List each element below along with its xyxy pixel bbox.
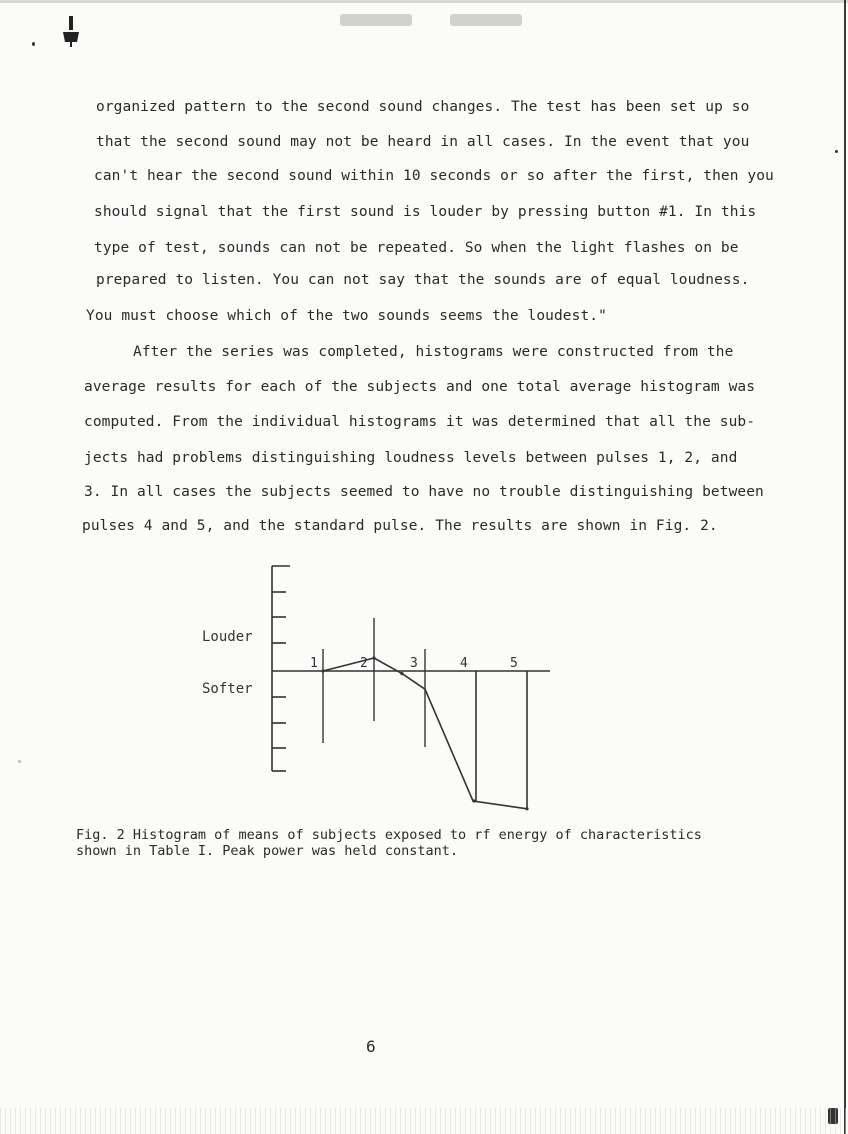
binding-mark [60, 16, 84, 48]
point-pulse-4 [473, 800, 475, 802]
pulse-label-4: 4 [460, 656, 468, 671]
pulse-label-1: 1 [310, 656, 318, 671]
body-line-10: computed. From the individual histograms it was determined that all the sub- [84, 414, 756, 430]
body-line-11: jects had problems distinguishing loudness levels between pulses 1, 2, and [84, 450, 738, 466]
caption-line-2: shown in Table I. Peak power was held constant. [76, 843, 459, 859]
body-line-13: pulses 4 and 5, and the standard pulse. The results are shown in Fig. 2. [82, 518, 718, 534]
page-right-edge [844, 0, 846, 1134]
body-line-7: You must choose which of the two sounds seems the loudest." [86, 308, 607, 324]
body-line-12: 3. In all cases the subjects seemed to have no trouble distinguishing between [84, 484, 764, 500]
header-stamp-smudge-2 [450, 14, 522, 26]
caption-line-1: Fig. 2 Histogram of means of subjects exposed to rf energy of characteristics [76, 827, 702, 843]
page-number: 6 [366, 1037, 376, 1056]
speck [835, 150, 838, 153]
label-louder: Louder [202, 629, 253, 645]
point-pulse-2 [373, 657, 375, 659]
page-top-edge [0, 0, 848, 3]
point-pulse-3 [401, 673, 403, 675]
pulse-label-3: 3 [410, 656, 418, 671]
speck [32, 42, 35, 46]
pulse-label-5: 5 [510, 656, 518, 671]
body-line-1: organized pattern to the second sound changes. The test has been set up so [96, 99, 750, 115]
body-line-5: type of test, sounds can not be repeated. So when the light flashes on be [94, 240, 739, 256]
body-line-8: After the series was completed, histograms were constructed from the [133, 344, 734, 360]
figure-2-histogram [190, 555, 570, 820]
label-softer: Softer [202, 681, 253, 697]
body-line-4: should signal that the first sound is louder by pressing button #1. In this [94, 204, 757, 220]
body-line-2: that the second sound may not be heard in all cases. In the event that you [96, 134, 750, 150]
speck [18, 760, 21, 763]
figure-caption [76, 827, 702, 859]
body-line-6: prepared to listen. You can not say that the sounds are of equal loudness. [96, 272, 750, 288]
header-stamp-smudge [340, 14, 412, 26]
pulse-label-2: 2 [360, 656, 368, 671]
body-line-9: average results for each of the subjects and one total average histogram was [84, 379, 756, 395]
scan-noise [0, 1108, 848, 1134]
point-pulse-5 [526, 808, 528, 810]
body-line-3: can't hear the second sound within 10 seconds or so after the first, then you [94, 168, 774, 184]
point-pulse-1 [322, 670, 324, 672]
